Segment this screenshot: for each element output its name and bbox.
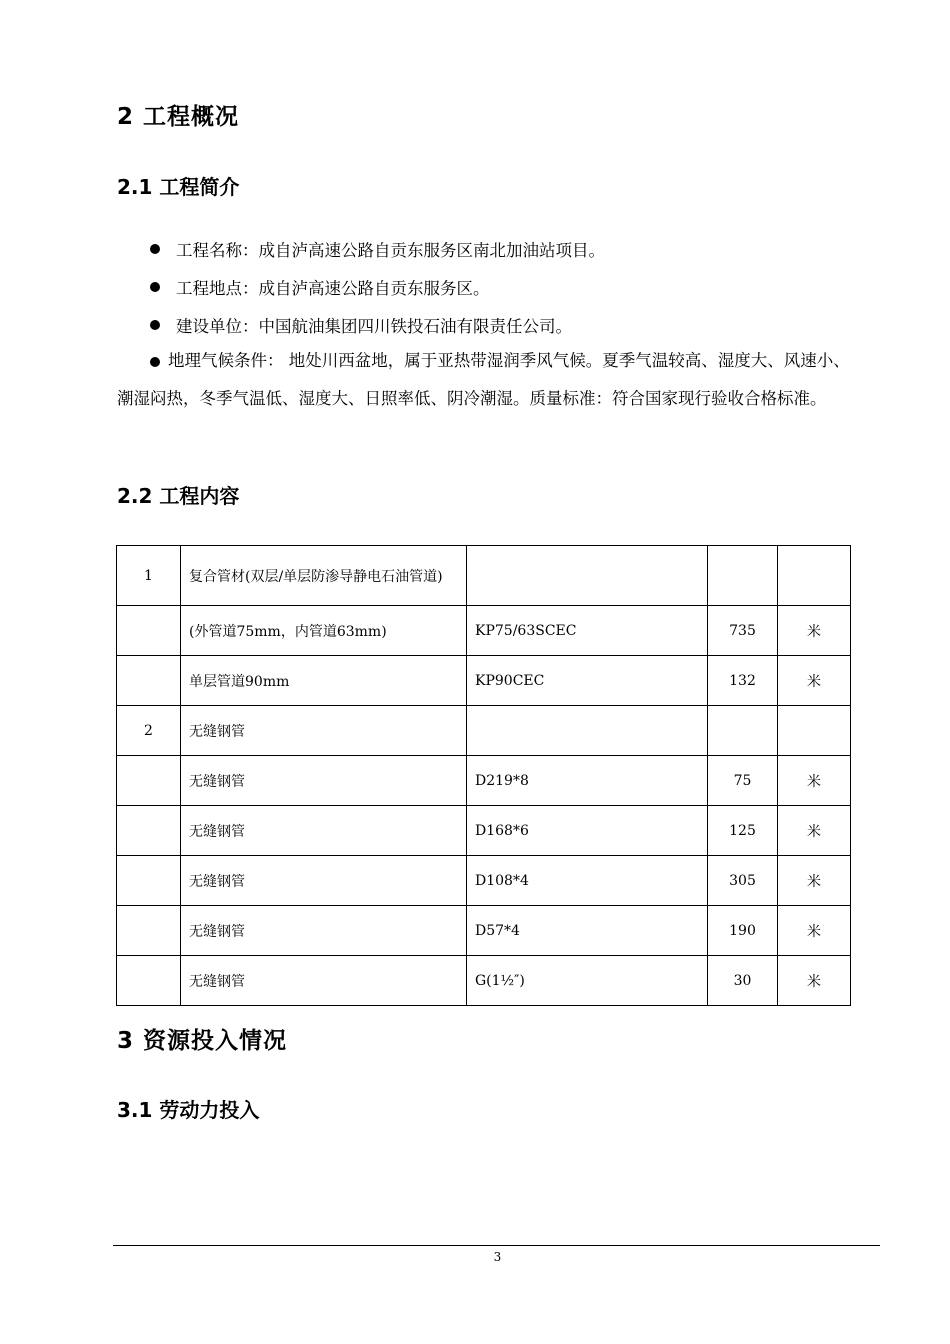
- cell-item-name: (外管道75mm，内管道63mm): [181, 606, 467, 656]
- climate-paragraph: [117, 342, 865, 418]
- section-2-2-heading: 2.2 工程内容: [117, 484, 240, 508]
- table-row: [117, 606, 851, 656]
- bullet-project-location: [150, 275, 490, 299]
- table-row: [117, 756, 851, 806]
- cell-item-name: 无缝钢管: [181, 956, 467, 1006]
- section-2-1-heading: 2.1 工程简介: [117, 175, 240, 199]
- cell-unit: 米: [778, 656, 851, 706]
- bullet-project-name: [150, 237, 605, 261]
- cell-unit: [778, 546, 851, 606]
- cell-unit: 米: [778, 906, 851, 956]
- cell-specification: D57*4: [467, 906, 708, 956]
- cell-specification: KP90CEC: [467, 656, 708, 706]
- cell-unit: [778, 706, 851, 756]
- bullet-dot-icon: [150, 282, 160, 292]
- cell-number: 2: [117, 706, 181, 756]
- cell-unit: 米: [778, 756, 851, 806]
- section-2-heading: 2 工程概况: [117, 104, 240, 130]
- cell-number: [117, 806, 181, 856]
- cell-specification: [467, 706, 708, 756]
- cell-specification: D219*8: [467, 756, 708, 806]
- bullet-construction-unit: [150, 313, 572, 337]
- cell-item-name: 无缝钢管: [181, 806, 467, 856]
- table-row: [117, 706, 851, 756]
- cell-number: [117, 606, 181, 656]
- bullet-dot-icon: [150, 320, 160, 330]
- bullet-text: 建设单位：中国航油集团四川铁投石油有限责任公司。: [176, 317, 572, 336]
- cell-item-name: 无缝钢管: [181, 906, 467, 956]
- cell-quantity: 190: [708, 906, 778, 956]
- bullet-text: 工程名称：成自泸高速公路自贡东服务区南北加油站项目。: [176, 241, 605, 260]
- cell-item-name: 单层管道90mm: [181, 656, 467, 706]
- cell-quantity: 735: [708, 606, 778, 656]
- table-row: [117, 656, 851, 706]
- cell-quantity: 132: [708, 656, 778, 706]
- cell-number: [117, 756, 181, 806]
- cell-quantity: 30: [708, 956, 778, 1006]
- cell-specification: G(1½″): [467, 956, 708, 1006]
- cell-number: [117, 856, 181, 906]
- cell-quantity: [708, 706, 778, 756]
- footer-divider: [113, 1245, 880, 1246]
- bullet-dot-icon: [150, 357, 160, 367]
- climate-text: 地理气候条件： 地处川西盆地，属于亚热带湿润季风气候。夏季气温较高、湿度大、风速小、潮湿闷热，冬季气温低、湿度大、日照率低、阴冷潮湿。质量标准：符合国家现行验收合格标准。: [117, 351, 850, 408]
- bullet-text: 工程地点：成自泸高速公路自贡东服务区。: [176, 279, 490, 298]
- project-content-table: [116, 545, 851, 1006]
- cell-number: 1: [117, 546, 181, 606]
- cell-item-name: 复合管材(双层/单层防渗导静电石油管道): [181, 546, 467, 606]
- bullet-dot-icon: [150, 244, 160, 254]
- cell-specification: KP75/63SCEC: [467, 606, 708, 656]
- table-row: [117, 806, 851, 856]
- table-row: [117, 856, 851, 906]
- page-number: 3: [493, 1250, 502, 1264]
- cell-unit: 米: [778, 606, 851, 656]
- cell-unit: 米: [778, 806, 851, 856]
- section-3-1-heading: 3.1 劳动力投入: [117, 1098, 260, 1122]
- cell-unit: 米: [778, 856, 851, 906]
- table-row: [117, 906, 851, 956]
- cell-quantity: [708, 546, 778, 606]
- cell-specification: D168*6: [467, 806, 708, 856]
- cell-quantity: 125: [708, 806, 778, 856]
- cell-quantity: 75: [708, 756, 778, 806]
- cell-number: [117, 656, 181, 706]
- cell-specification: D108*4: [467, 856, 708, 906]
- table-row: [117, 546, 851, 606]
- cell-number: [117, 956, 181, 1006]
- table-row: [117, 956, 851, 1006]
- cell-quantity: 305: [708, 856, 778, 906]
- cell-unit: 米: [778, 956, 851, 1006]
- cell-specification: [467, 546, 708, 606]
- cell-number: [117, 906, 181, 956]
- cell-item-name: 无缝钢管: [181, 706, 467, 756]
- cell-item-name: 无缝钢管: [181, 856, 467, 906]
- cell-item-name: 无缝钢管: [181, 756, 467, 806]
- section-3-heading: 3 资源投入情况: [117, 1028, 288, 1054]
